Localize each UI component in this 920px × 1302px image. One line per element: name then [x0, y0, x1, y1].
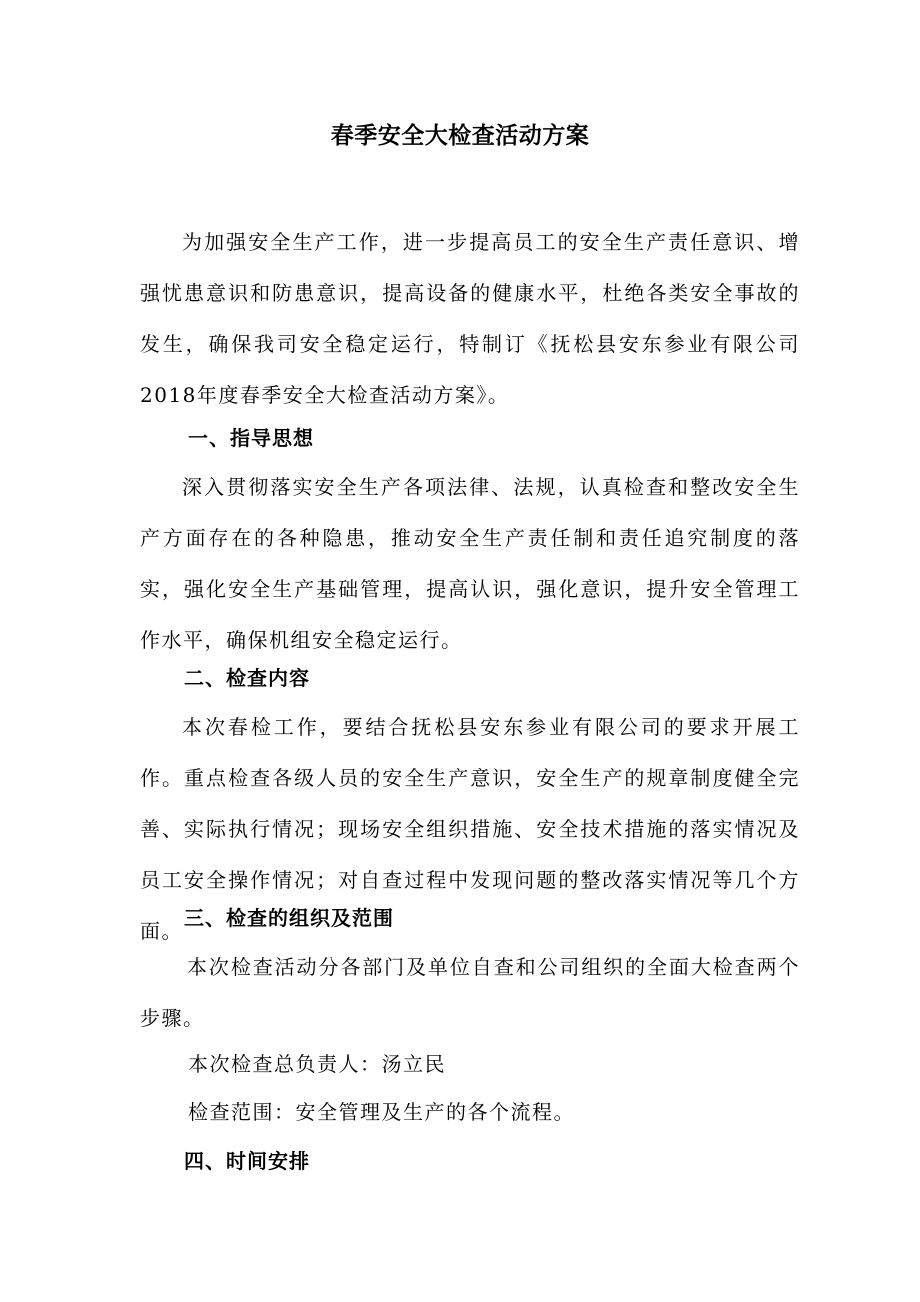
responsible-person-line: 本次检查总负责人：汤立民	[188, 1052, 446, 1076]
intro-paragraph: 为加强安全生产工作，进一步提高员工的安全生产责任意识、增强忧患意识和防患意识，提高设备的健康水平，杜绝各类安全事故的发生，确保我司安全稳定运行，特制订《抚松县安东参业有限公司2018年度春季安全大检查活动方案》。	[140, 230, 800, 407]
section-heading-guiding-ideology: 一、指导思想	[188, 426, 314, 450]
document-title: 春季安全大检查活动方案	[330, 123, 590, 149]
section-body-organization-scope: 本次检查活动分各部门及单位自查和公司组织的全面大检查两个步骤。	[140, 955, 800, 1030]
inspection-scope-line: 检查范围：安全管理及生产的各个流程。	[188, 1100, 575, 1124]
section-heading-schedule: 四、时间安排	[184, 1149, 310, 1173]
section-body-inspection-content: 本次春检工作，要结合抚松县安东参业有限公司的要求开展工作。重点检查各级人员的安全生产意识，安全生产的规章制度健全完善、实际执行情况；现场安全组织措施、安全技术措施的落实情况及员工安全操作情况；对自查过程中发现问题的整改落实情况等几个方面。	[140, 715, 800, 943]
section-heading-inspection-content: 二、检查内容	[184, 666, 310, 690]
section-body-guiding-ideology: 深入贯彻落实安全生产各项法律、法规，认真检查和整改安全生产方面存在的各种隐患，推动安全生产责任制和责任追究制度的落实，强化安全生产基础管理，提高认识，强化意识，提升安全管理工作水平，确保机组安全稳定运行。	[140, 475, 800, 652]
section-heading-organization-scope: 三、检查的组织及范围	[184, 906, 394, 930]
